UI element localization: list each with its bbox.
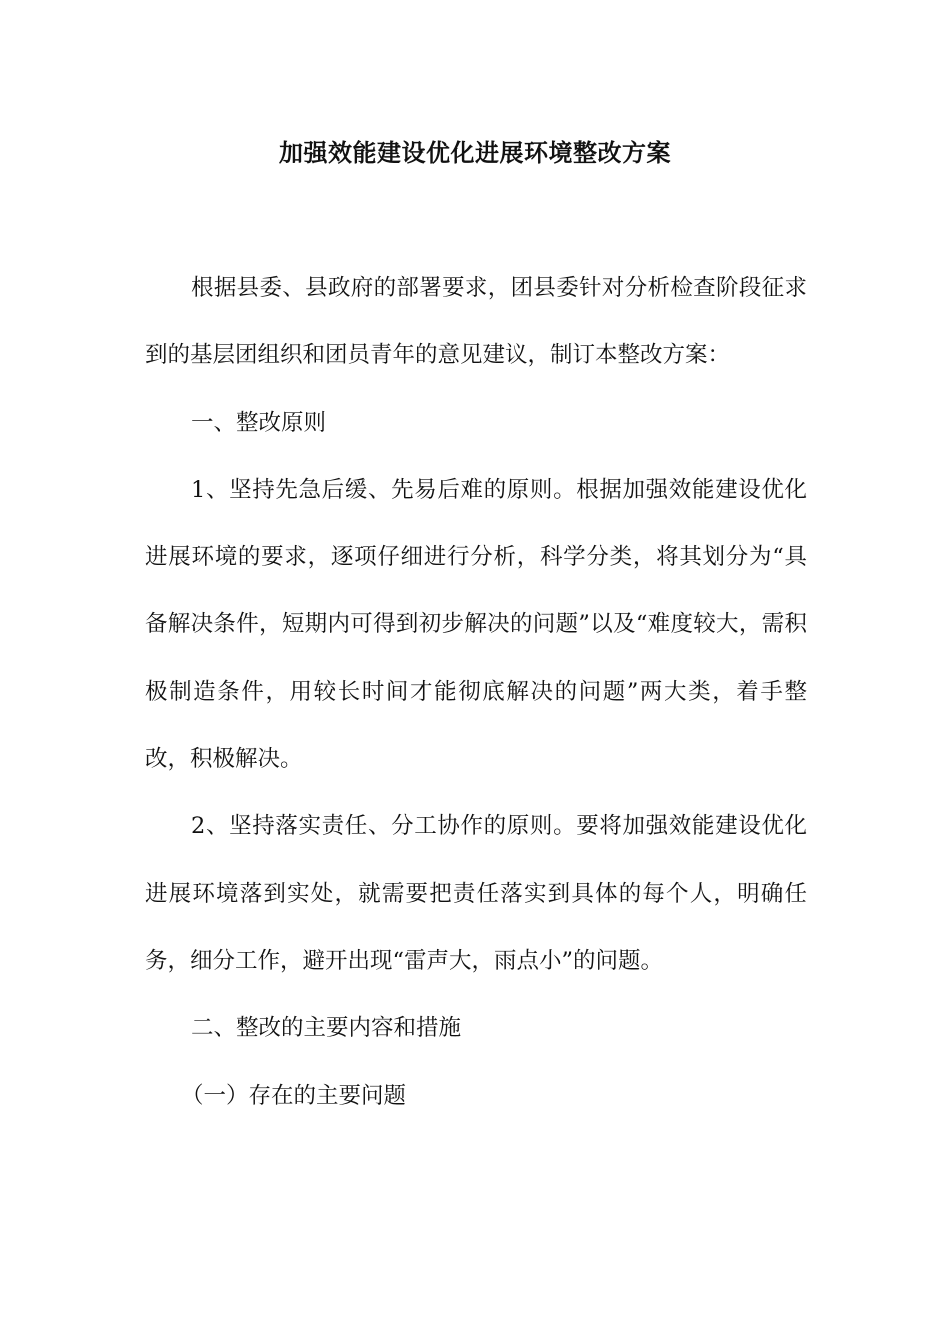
- intro-paragraph: 根据县委、县政府的部署要求，团县委针对分析检查阶段征求到的基层团组织和团员青年的意见建议，制订本整改方案：: [145, 275, 807, 369]
- subsection-heading-problems: （一）存在的主要问题: [181, 1082, 407, 1109]
- section-heading-principles: 一、整改原则: [191, 409, 327, 436]
- document-body: [145, 255, 807, 1130]
- principle-2-paragraph: 2、坚持落实责任、分工协作的原则。要将加强效能建设优化进展环境落到实处，就需要把责任落实到具体的每个人，明确任务，细分工作，避开出现“雷声大，雨点小”的问题。: [145, 813, 807, 974]
- document-title: 加强效能建设优化进展环境整改方案: [279, 138, 671, 167]
- principle-1-paragraph: 1、坚持先急后缓、先易后难的原则。根据加强效能建设优化进展环境的要求，逐项仔细进行分析，科学分类，将其划分为“具备解决条件，短期内可得到初步解决的问题”以及“难度较大，需积极制造条件，用较长时间才能彻底解决的问题”两大类，着手整改，积极解决。: [145, 476, 807, 773]
- section-heading-measures: 二、整改的主要内容和措施: [191, 1015, 462, 1042]
